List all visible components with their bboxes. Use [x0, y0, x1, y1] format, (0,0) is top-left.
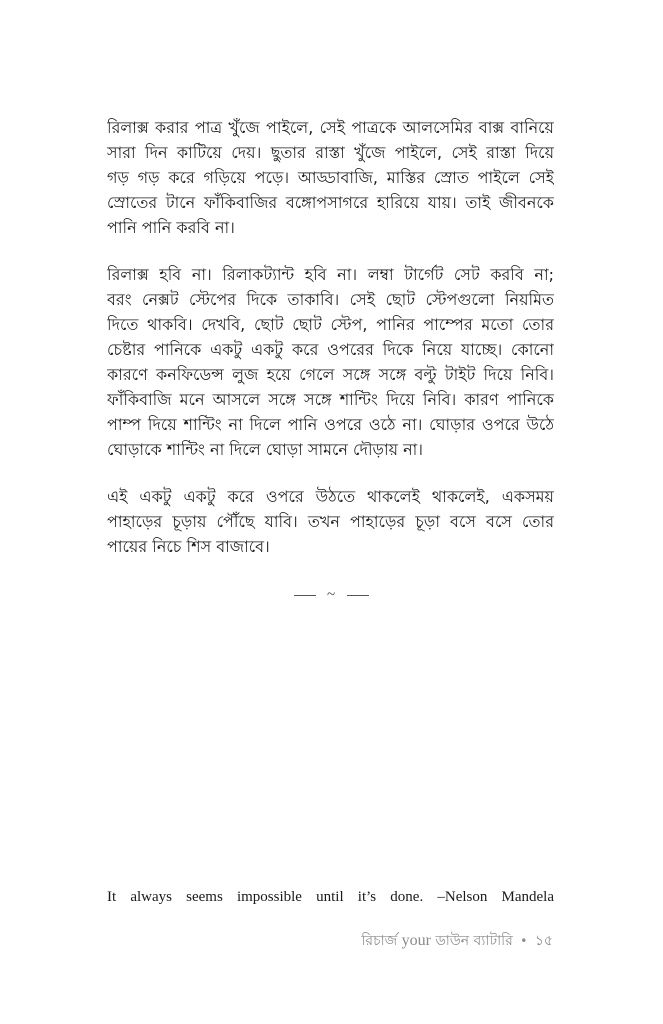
- text-line: পাহাড়ের চূড়ায় পৌঁছে যাবি। তখন পাহাড়ের চূড়া বসে বসে তোর: [107, 512, 554, 531]
- quote: It always seems impossible until it’s done. –Nelson Mandela: [107, 889, 554, 905]
- paragraph-3: [107, 484, 554, 559]
- body-text: [107, 115, 554, 581]
- book-title-part: রিচার্জ: [361, 933, 398, 949]
- text-line: ঘোড়াকে শান্টিং না দিলে ঘোড়া সামনে দৌড়ায় না।: [107, 440, 424, 459]
- text-line: এই একটু একটু করে ওপরে উঠতে থাকলেই থাকলেই, একসময়: [107, 487, 554, 506]
- book-title-part: your: [401, 932, 431, 949]
- book-title-part: ডাউন ব্যাটারি: [435, 933, 513, 949]
- divider-dash-left: [294, 595, 316, 596]
- text-line: কারণে কনফিডেন্স লুজ হয়ে গেলে সঙ্গে সঙ্গে বল্টু টাইট দিয়ে নিবি।: [107, 365, 554, 384]
- page-number: ১৫: [534, 933, 553, 949]
- text-line: ফাঁকিবাজি মনে আসলে সঙ্গে সঙ্গে শান্টিং দিয়ে নিবি। কারণ পানিকে: [107, 390, 554, 409]
- text-line: গড় গড় করে গড়িয়ে পড়ে। আড্ডাবাজি, মাস্তির স্রোত পাইলে সেই: [107, 168, 554, 187]
- text-line: পায়ের নিচে শিস বাজাবে।: [107, 537, 270, 556]
- paragraph-2: [107, 262, 554, 462]
- text-line: বরং নেক্সট স্টেপের দিকে তাকাবি। সেই ছোট স্টেপগুলো নিয়মিত: [107, 290, 554, 309]
- divider-tilde: ~: [326, 587, 337, 604]
- text-line: চেষ্টার পানিকে একটু একটু করে ওপরের দিকে নিয়ে যাচ্ছে। কোনো: [107, 340, 554, 359]
- paragraph-1: [107, 115, 554, 240]
- text-line: রিলাক্স করার পাত্র খুঁজে পাইলে, সেই পাত্রকে আলসেমির বাক্স বানিয়ে: [107, 118, 554, 137]
- bullet-separator: •: [520, 934, 528, 948]
- text-line: স্রোতের টানে ফাঁকিবাজির বঙ্গোপসাগরে হারিয়ে যায়। তাই জীবনকে: [107, 193, 554, 212]
- section-divider: [0, 587, 663, 604]
- text-line: পানি পানি করবি না।: [107, 218, 235, 237]
- running-footer: [361, 931, 553, 951]
- divider-dash-right: [347, 595, 369, 596]
- text-line: রিলাক্স হবি না। রিলাকট্যান্ট হবি না। লম্বা টার্গেট সেট করবি না;: [107, 265, 554, 284]
- text-line: সারা দিন কাটিয়ে দেয়। ছুতার রাস্তা খুঁজে পাইলে, সেই রাস্তা দিয়ে: [107, 143, 554, 162]
- text-line: পাম্প দিয়ে শান্টিং না দিলে পানি ওপরে ওঠে না। ঘোড়ার ওপরে উঠে: [107, 415, 554, 434]
- text-line: দিতে থাকবি। দেখবি, ছোট ছোট স্টেপ, পানির পাম্পের মতো তোর: [107, 315, 554, 334]
